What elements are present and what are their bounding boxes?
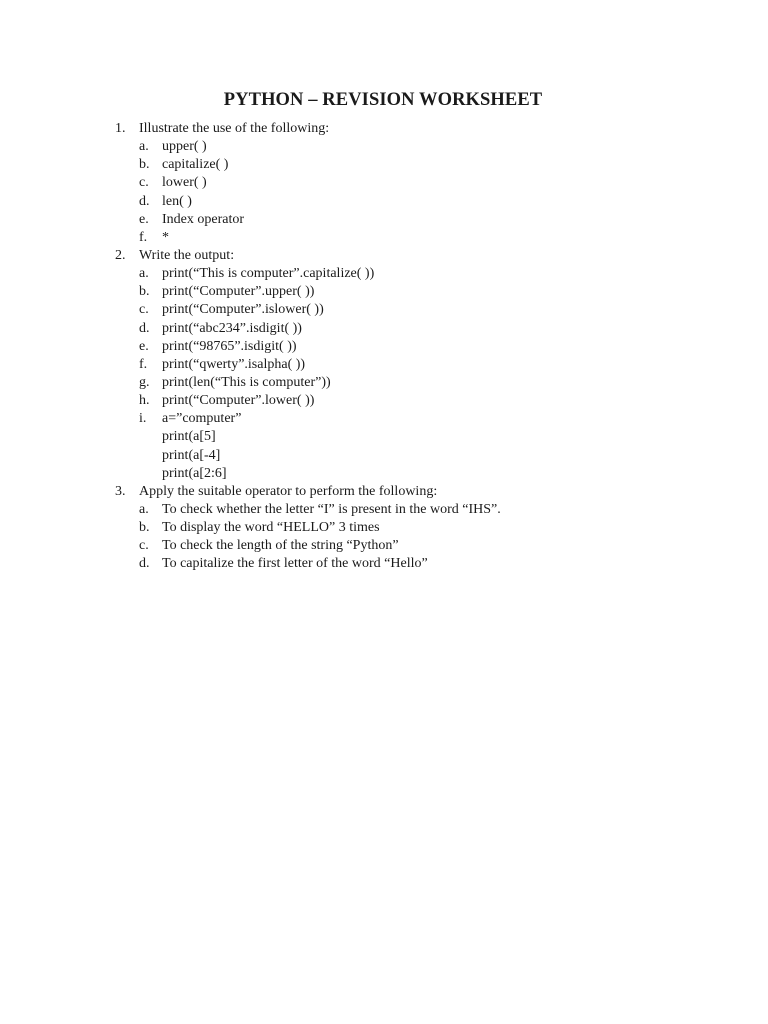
sub-item xyxy=(0,301,768,319)
worksheet-title: PYTHON – REVISION WORKSHEET xyxy=(223,90,543,110)
sub-item-letter: f. xyxy=(139,356,148,372)
sub-item-letter: f. xyxy=(139,229,148,245)
sub-item xyxy=(0,338,768,356)
sub-item-letter: d. xyxy=(139,320,150,336)
sub-item xyxy=(0,519,768,537)
sub-item-text: * xyxy=(162,229,169,245)
question-text: Apply the suitable operator to perform the following: xyxy=(139,483,438,499)
sub-item-text: print(a[2:6] xyxy=(162,465,227,481)
sub-item-text: print(a[-4] xyxy=(162,447,221,463)
sub-item-letter: d. xyxy=(139,193,150,209)
sub-item-text: print(“98765”.isdigit( )) xyxy=(162,338,297,354)
sub-item xyxy=(0,138,768,156)
sub-item-text: print(“qwerty”.isalpha( )) xyxy=(162,356,306,372)
question-list xyxy=(0,120,768,574)
question-number: 2. xyxy=(115,247,126,263)
sub-item-text: print(len(“This is computer”)) xyxy=(162,374,331,390)
sub-item xyxy=(0,193,768,211)
sub-item xyxy=(0,156,768,174)
sub-item xyxy=(0,501,768,519)
sub-item-text: print(“Computer”.islower( )) xyxy=(162,302,324,318)
sub-item-text: len( ) xyxy=(162,193,192,209)
sub-item-text: upper( ) xyxy=(162,139,207,155)
sub-item-letter: a. xyxy=(139,501,149,517)
sub-item xyxy=(0,410,768,428)
sub-item xyxy=(0,537,768,555)
sub-item-letter: h. xyxy=(139,393,150,409)
sub-item-letter: b. xyxy=(139,157,150,173)
sub-item xyxy=(0,283,768,301)
sub-item-text: Index operator xyxy=(162,211,245,227)
sub-item-text: print(“Computer”.lower( )) xyxy=(162,393,315,409)
sub-item xyxy=(0,265,768,283)
sub-item xyxy=(0,374,768,392)
sub-item xyxy=(0,447,768,465)
sub-item-text: a=”computer” xyxy=(162,411,242,427)
sub-item-letter: i. xyxy=(139,411,147,427)
question-3 xyxy=(0,483,768,501)
question-1 xyxy=(0,120,768,138)
sub-item-text: To capitalize the first letter of the word “Hello” xyxy=(162,556,428,572)
sub-item-letter: c. xyxy=(139,538,149,554)
sub-item-letter: g. xyxy=(139,374,150,390)
sub-item xyxy=(0,428,768,446)
sub-item-text: print(“This is computer”.capitalize( )) xyxy=(162,266,375,282)
sub-item xyxy=(0,356,768,374)
sub-item xyxy=(0,555,768,573)
sub-item-letter: b. xyxy=(139,520,150,536)
sub-item-letter: e. xyxy=(139,338,149,354)
sub-item xyxy=(0,320,768,338)
sub-item-letter: a. xyxy=(139,266,149,282)
sub-item-text: print(a[5] xyxy=(162,429,216,445)
sub-item-letter: c. xyxy=(139,302,149,318)
question-text: Illustrate the use of the following: xyxy=(139,121,330,136)
sub-item-letter: e. xyxy=(139,211,149,227)
sub-item-text: To display the word “HELLO” 3 times xyxy=(162,520,380,536)
sub-item-text: print(“Computer”.upper( )) xyxy=(162,284,315,300)
sub-item-letter: b. xyxy=(139,284,150,300)
sub-item-text: capitalize( ) xyxy=(162,157,229,173)
sub-item xyxy=(0,174,768,192)
question-number: 3. xyxy=(115,483,126,499)
sub-item xyxy=(0,211,768,229)
sub-item-letter: d. xyxy=(139,556,150,572)
question-text: Write the output: xyxy=(139,247,235,263)
sub-item xyxy=(0,229,768,247)
sub-item-text: print(“abc234”.isdigit( )) xyxy=(162,320,302,336)
sub-item-text: lower( ) xyxy=(162,175,207,191)
question-number: 1. xyxy=(115,121,126,136)
sub-item xyxy=(0,465,768,483)
sub-item xyxy=(0,392,768,410)
question-2 xyxy=(0,247,768,265)
sub-item-letter: c. xyxy=(139,175,149,191)
sub-item-text: To check whether the letter “I” is present in the word “IHS”. xyxy=(162,501,501,517)
sub-item-letter: a. xyxy=(139,139,149,155)
sub-item-text: To check the length of the string “Python” xyxy=(162,538,399,554)
